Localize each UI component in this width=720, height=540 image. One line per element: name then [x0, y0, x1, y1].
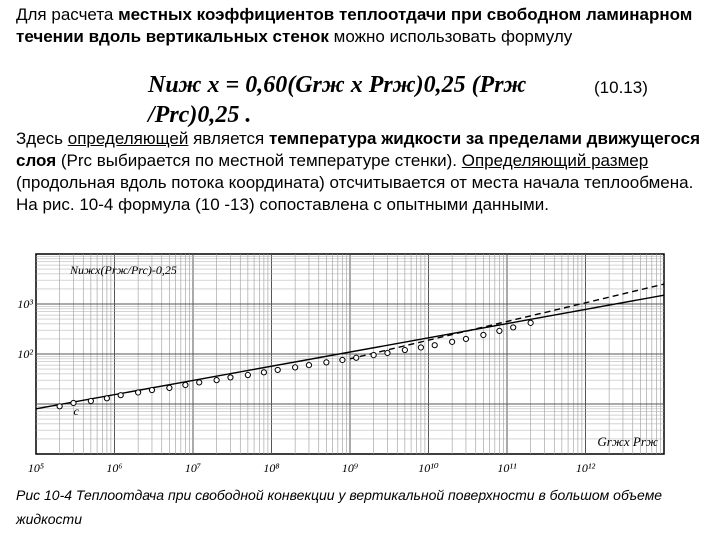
data-point: [402, 347, 407, 352]
data-point: [354, 355, 359, 360]
data-point: [511, 325, 516, 330]
chart-svg: [8, 248, 678, 476]
paragraph-2-bold: температура жидкости за пределами движущегося слоя: [16, 129, 701, 170]
data-point: [463, 336, 468, 341]
x-tick-label: 10⁷: [184, 461, 202, 475]
paragraph-2-text-d: (продольная вдоль потока координата) отсчитывается от места начала теплообмена. На рис. 10-4 формула (10 -13) сопоставлена с опытными данными.: [16, 173, 694, 214]
x-axis-label: Grжx Prж: [597, 434, 658, 449]
x-tick-label: 10¹¹: [497, 461, 517, 475]
data-point: [228, 375, 233, 380]
figure-caption: Рис 10-4 Теплоотдача при свободной конвекции у вертикальной поверхности в большом объеме жидкости: [16, 487, 663, 527]
data-point: [245, 372, 250, 377]
data-point: [57, 404, 62, 409]
data-point: [136, 390, 141, 395]
data-point: [450, 339, 455, 344]
data-point: [88, 398, 93, 403]
data-point: [275, 367, 280, 372]
formula-number: (10.13): [594, 78, 648, 97]
data-point: [293, 365, 298, 370]
x-tick-label: 10⁵: [27, 461, 45, 475]
data-point: [197, 380, 202, 385]
paragraph-1-text-b: можно использовать формулу: [328, 27, 573, 46]
data-point: [104, 396, 109, 401]
formula: Nuж x = 0,60(Grж x Prж)0,25 (Prж /Prc)0,25 .: [148, 72, 527, 128]
chart: [8, 248, 678, 476]
data-point: [432, 343, 437, 348]
data-point: [324, 360, 329, 365]
data-point: [481, 332, 486, 337]
x-tick-label: 10⁸: [263, 461, 280, 475]
chart-annotation: c: [73, 404, 79, 419]
data-point: [183, 382, 188, 387]
paragraph-2: [16, 128, 710, 216]
data-point: [214, 378, 219, 383]
data-point: [528, 320, 533, 325]
x-tick-label: 10⁹: [341, 461, 359, 475]
data-point: [149, 387, 154, 392]
x-tick-label: 10¹²: [575, 461, 596, 475]
x-tick-label: 10⁶: [106, 461, 123, 475]
data-point: [167, 385, 172, 390]
data-point: [340, 357, 345, 362]
data-point: [261, 370, 266, 375]
y-tick-label: 10³: [17, 297, 33, 311]
paragraph-2-text-c: (Prc выбирается по местной температуре стенки).: [56, 151, 462, 170]
data-point: [371, 353, 376, 358]
data-point: [418, 345, 423, 350]
paragraph-1-bold: местных коэффициентов теплоотдачи при свободном ламинарном течении вдоль вертикальных стенок: [16, 5, 693, 46]
data-point: [385, 350, 390, 355]
y-axis-label: Nuжx(Prж/Prc)-0,25: [70, 263, 177, 277]
data-point: [497, 328, 502, 333]
data-point: [118, 393, 123, 398]
paragraph-2-underline-1: определяющей: [67, 129, 189, 148]
x-tick-label: 10¹⁰: [418, 461, 439, 475]
data-point: [306, 362, 311, 367]
paragraph-2-text-a: Здесь: [16, 129, 68, 148]
paragraph-1: [16, 4, 706, 48]
paragraph-1-text-a: Для расчета: [16, 5, 119, 24]
paragraph-2-underline-2: Определяющий размер: [461, 151, 649, 170]
paragraph-2-text-b: является: [188, 129, 269, 148]
y-tick-label: 10²: [17, 347, 33, 361]
